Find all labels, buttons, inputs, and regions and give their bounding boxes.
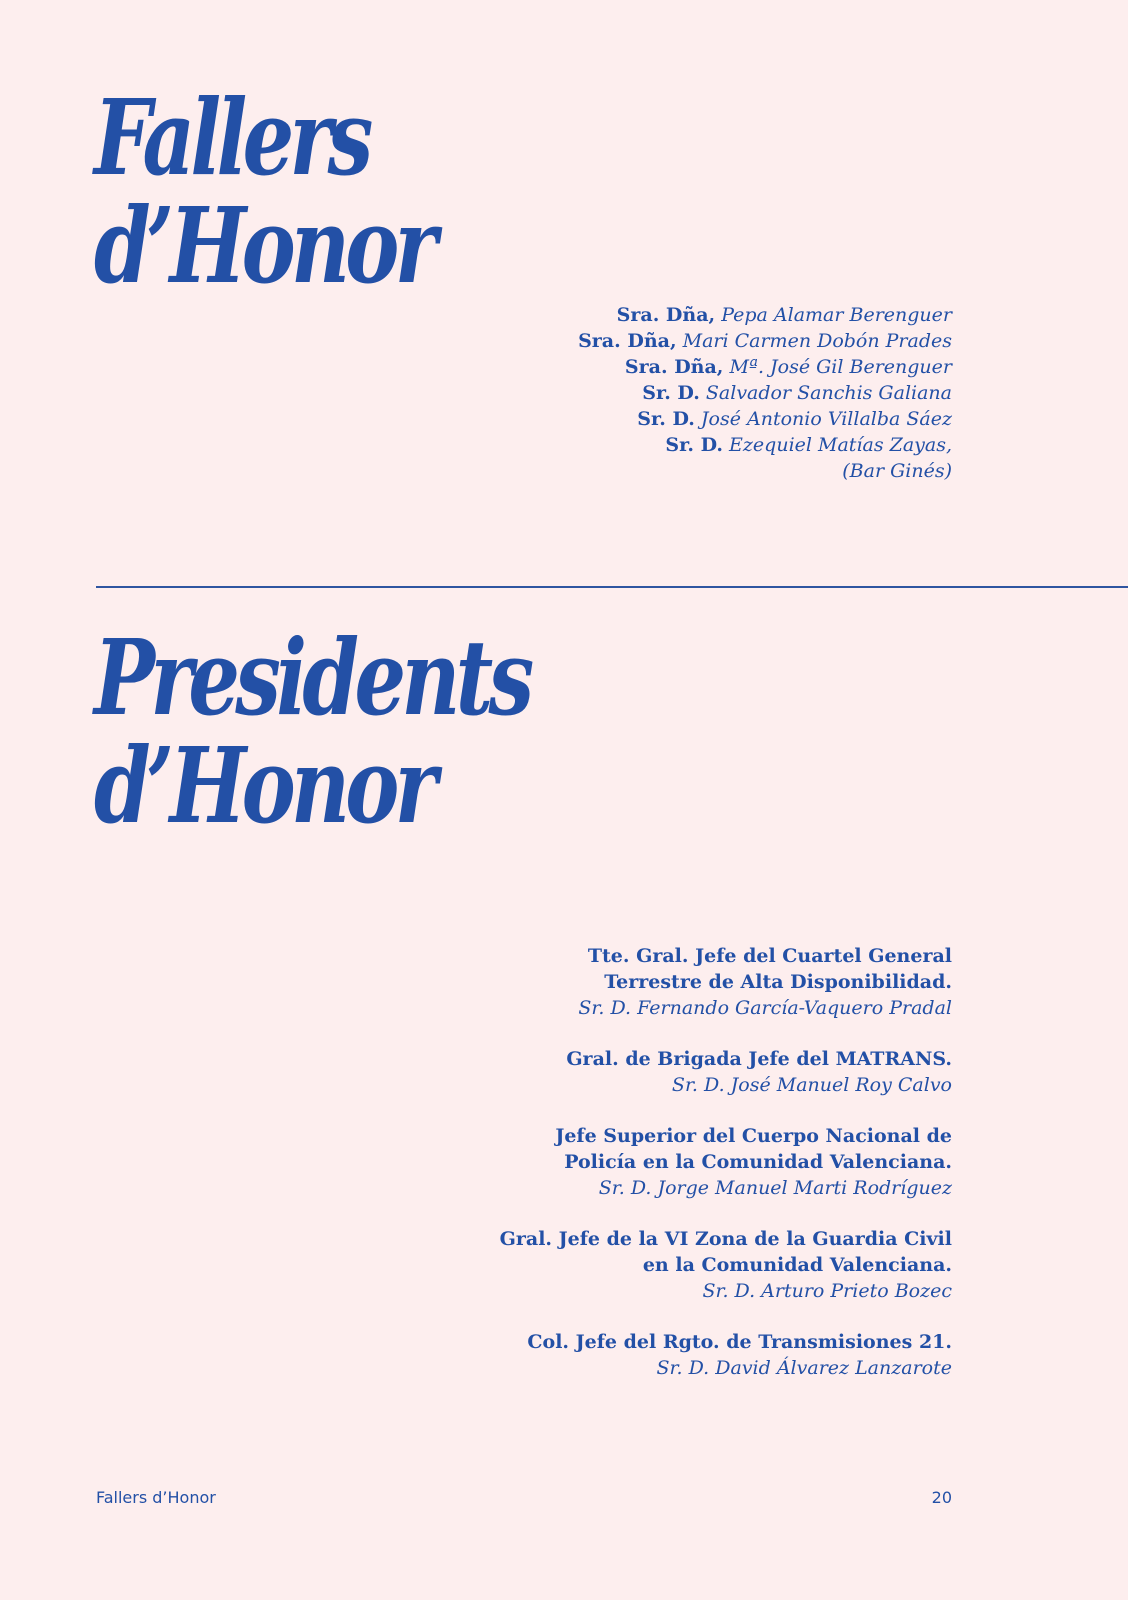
entry-person: Sr. D. Fernando García-Vaquero Pradal bbox=[578, 997, 952, 1019]
member-honorific: Sr. D. bbox=[637, 408, 695, 430]
member-name: Mari Carmen Dobón Prades bbox=[682, 330, 952, 352]
presidents-title-line2: d’Honor bbox=[94, 724, 433, 847]
entry-person: Sr. D. David Álvarez Lanzarote bbox=[656, 1357, 952, 1379]
member-name: José Antonio Villalba Sáez bbox=[700, 408, 952, 430]
footer-title: Fallers d’Honor bbox=[96, 1488, 216, 1507]
entry-role: Gral. Jefe de la VI Zona de la Guardia Civil bbox=[499, 1228, 952, 1250]
list-item bbox=[500, 943, 952, 1021]
list-item bbox=[578, 432, 952, 458]
entry-person: Sr. D. José Manuel Roy Calvo bbox=[671, 1074, 952, 1096]
entry-role: Policía en la Comunidad Valenciana. bbox=[564, 1151, 952, 1173]
list-item bbox=[500, 1226, 952, 1304]
entry-person: Sr. D. Arturo Prieto Bozec bbox=[702, 1280, 952, 1302]
member-honorific: Sra. Dña, bbox=[624, 356, 724, 378]
entry-role: Terrestre de Alta Disponibilidad. bbox=[604, 971, 952, 993]
list-item bbox=[500, 1046, 952, 1098]
member-honorific: Sra. Dña, bbox=[578, 330, 677, 352]
list-item bbox=[578, 354, 952, 380]
member-note: (Bar Ginés) bbox=[842, 460, 952, 482]
member-honorific: Sra. Dña, bbox=[616, 304, 716, 326]
presidents-honor-list bbox=[500, 943, 952, 1406]
entry-role: Gral. de Brigada Jefe del MATRANS. bbox=[566, 1048, 952, 1070]
member-honorific: Sr. D. bbox=[665, 434, 723, 456]
list-item bbox=[578, 380, 952, 406]
fallers-title-line2: d’Honor bbox=[94, 184, 433, 307]
entry-role: Tte. Gral. Jefe del Cuartel General bbox=[587, 945, 952, 967]
list-item bbox=[500, 1329, 952, 1381]
section-divider bbox=[96, 586, 1128, 588]
entry-role: en la Comunidad Valenciana. bbox=[642, 1254, 952, 1276]
fallers-title-line1: Fallers bbox=[94, 76, 369, 199]
list-item bbox=[578, 406, 952, 432]
member-name: Ezequiel Matías Zayas, bbox=[729, 434, 952, 456]
entry-role: Jefe Superior del Cuerpo Nacional de bbox=[555, 1125, 952, 1147]
list-item bbox=[500, 1123, 952, 1201]
fallers-honor-list bbox=[578, 302, 952, 484]
list-item-note bbox=[578, 458, 952, 484]
list-item bbox=[578, 328, 952, 354]
presidents-honor-title bbox=[94, 616, 530, 847]
presidents-title-line1: Presidents bbox=[94, 616, 530, 739]
entry-role: Col. Jefe del Rgto. de Transmisiones 21. bbox=[527, 1331, 952, 1353]
member-name: Salvador Sanchis Galiana bbox=[705, 382, 952, 404]
fallers-honor-title bbox=[94, 76, 433, 307]
member-name: Pepa Alamar Berenguer bbox=[721, 304, 952, 326]
member-name: Mª. José Gil Berenguer bbox=[729, 356, 952, 378]
page-number: 20 bbox=[931, 1488, 952, 1507]
entry-person: Sr. D. Jorge Manuel Marti Rodríguez bbox=[598, 1177, 952, 1199]
list-item bbox=[578, 302, 952, 328]
member-honorific: Sr. D. bbox=[642, 382, 700, 404]
